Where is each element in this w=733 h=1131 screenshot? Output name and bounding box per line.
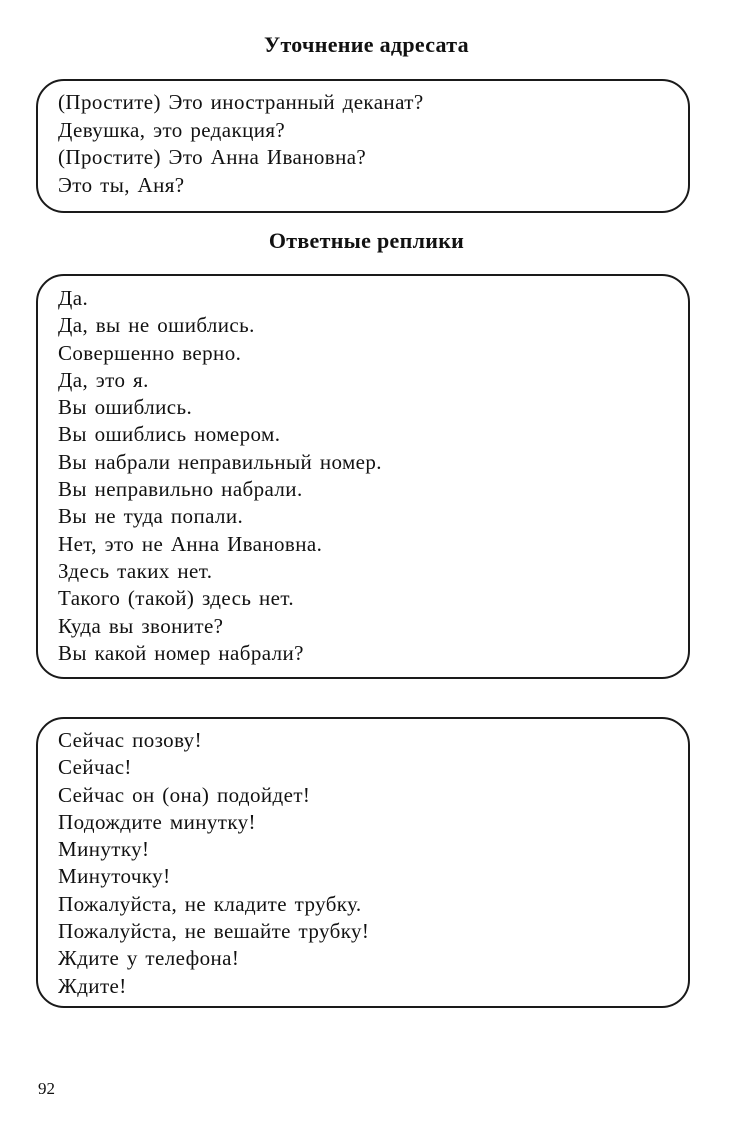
page-number: 92	[38, 1079, 55, 1098]
phrase-line: Вы ошиблись номером.	[58, 422, 281, 447]
phrase-line: Пожалуйста, не вешайте трубку!	[58, 919, 370, 944]
phrase-line: (Простите) Это Анна Ивановна?	[58, 145, 367, 170]
phrase-line: Сейчас!	[58, 755, 132, 780]
phrase-line: Нет, это не Анна Ивановна.	[58, 531, 323, 556]
phrase-line: Вы не туда попали.	[58, 504, 244, 529]
phrase-line: Такого (такой) здесь нет.	[58, 586, 294, 611]
phrase-line: Вы набрали неправильный номер.	[58, 449, 382, 474]
phrase-line: Минутку!	[58, 837, 150, 862]
phrase-line: Да, вы не ошиблись.	[58, 313, 255, 338]
phrase-line: Сейчас он (она) подойдет!	[58, 782, 311, 807]
phrase-line: Да.	[58, 286, 89, 310]
phrase-line: Здесь таких нет.	[58, 558, 213, 583]
phrase-line: Куда вы звоните?	[58, 613, 224, 638]
phrase-line: Совершенно верно.	[58, 340, 242, 365]
phrase-line: Это ты, Аня?	[58, 172, 185, 197]
phrase-line: Девушка, это редакция?	[58, 117, 286, 142]
phrase-box-clarify-addressee	[36, 79, 690, 213]
phrase-line: Ждите у телефона!	[58, 946, 240, 971]
phrase-line: Ждите!	[58, 973, 127, 998]
section-title-responses: Ответные реплики	[268, 228, 465, 253]
phrase-line: Минуточку!	[58, 864, 171, 889]
phrase-box-responses	[36, 274, 690, 679]
section-title-clarify-addressee: Уточнение адресата	[264, 32, 469, 57]
phrase-line: Подождите минутку!	[58, 809, 256, 834]
phrase-line: (Простите) Это иностранный деканат?	[58, 90, 424, 114]
phrase-line: Пожалуйста, не кладите трубку.	[58, 891, 362, 916]
phrase-line: Да, это я.	[58, 367, 149, 392]
phrase-line: Сейчас позову!	[58, 728, 202, 752]
phrase-line: Вы какой номер набрали?	[58, 640, 304, 665]
phrase-line: Вы неправильно набрали.	[58, 477, 303, 502]
phrase-box-hold-on	[36, 717, 690, 1008]
phrase-line: Вы ошиблись.	[58, 395, 193, 420]
